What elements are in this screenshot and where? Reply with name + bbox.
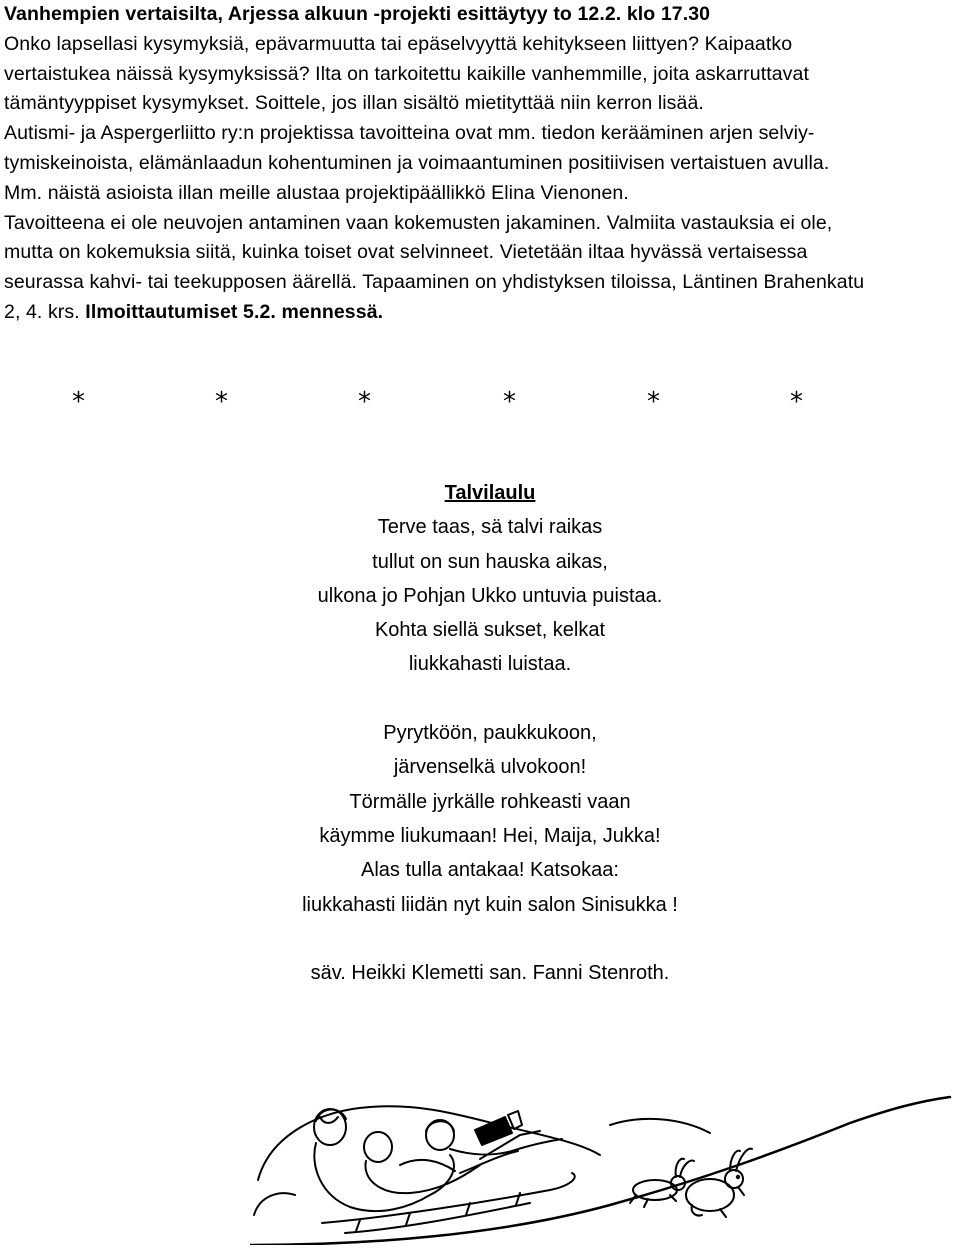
announcement-last-line bbox=[4, 298, 958, 328]
announcement-line: tymiskeinoista, elämänlaadun kohentuminen ja voimaantuminen positiivisen vertaistuen avulla. bbox=[4, 151, 830, 174]
poem-line: Kohta siellä sukset, kelkat bbox=[374, 619, 606, 642]
stanza-gap bbox=[0, 922, 960, 956]
separator-asterisk: * bbox=[790, 387, 803, 417]
snow-drift-outline bbox=[610, 1119, 710, 1133]
stanza-gap bbox=[0, 682, 960, 716]
announcement-line: Tavoitteena ei ole neuvojen antaminen vaan kokemusten jakaminen. Valmiita vastauksia ei ole, bbox=[4, 211, 833, 234]
sledding-children-and-rabbits-illustration bbox=[250, 1095, 955, 1245]
announcement-line: tämäntyyppiset kysymykset. Soittele, jos illan sisältö mietityttää niin kerron lisää. bbox=[4, 92, 704, 115]
sled-strut bbox=[356, 1193, 520, 1231]
separator-asterisk: * bbox=[72, 387, 85, 417]
poem-line: Alas tulla antakaa! Katsokaa: bbox=[361, 859, 619, 882]
child-hair bbox=[426, 1121, 454, 1131]
poem bbox=[0, 476, 960, 990]
snow-drift-outline bbox=[254, 1193, 295, 1215]
poem-credit: säv. Heikki Klemetti san. Fanni Stenroth. bbox=[310, 962, 670, 985]
child-body bbox=[365, 1161, 480, 1193]
poem-line: ulkona jo Pohjan Ukko untuvia puistaa. bbox=[317, 584, 663, 607]
separator-asterisk: * bbox=[215, 387, 228, 417]
poem-line: Terve taas, sä talvi raikas bbox=[377, 516, 603, 539]
poem-line: liukkahasti luistaa. bbox=[408, 653, 572, 676]
announcement-line: mutta on kokemuksia siitä, kuinka toiset ovat selvinneet. Vietetään iltaa hyvässä vertaisessa bbox=[4, 241, 808, 264]
address-text: 2, 4. krs. bbox=[4, 300, 86, 323]
child-boot bbox=[475, 1117, 512, 1145]
separator-asterisk: * bbox=[358, 387, 371, 417]
poem-line: järvenselkä ulvokoon! bbox=[393, 756, 587, 779]
rabbit-figure bbox=[686, 1149, 752, 1217]
child-body bbox=[314, 1143, 454, 1211]
announcement-line: Onko lapsellasi kysymyksiä, epävarmuutta tai epäselvyyttä kehitykseen liittyen? Kaipaatko bbox=[4, 32, 793, 55]
announcement-line: vertaistukea näissä kysymyksissä? Ilta on tarkoitettu kaikille vanhemmille, joita askarruttavat bbox=[4, 62, 809, 85]
section-separator bbox=[0, 382, 960, 422]
poem-line: Törmälle jyrkälle rohkeasti vaan bbox=[349, 790, 631, 813]
hill-slope-line bbox=[250, 1097, 950, 1245]
announcement-line: Mm. näistä asioista illan meille alustaa projektipäällikkö Elina Vienonen. bbox=[4, 181, 629, 204]
separator-asterisk: * bbox=[647, 387, 660, 417]
poem-line: käymme liukumaan! Hei, Maija, Jukka! bbox=[319, 824, 661, 847]
event-announcement bbox=[4, 0, 958, 328]
poem-line: liukkahasti liidän nyt kuin salon Sinisukka ! bbox=[302, 893, 678, 916]
poem-line: Pyrytköön, paukkukoon, bbox=[383, 722, 597, 745]
registration-deadline: Ilmoittautumiset 5.2. mennessä. bbox=[85, 300, 384, 323]
announcement-line: seurassa kahvi- tai teekupposen äärellä. Tapaaminen on yhdistyksen tiloissa, Läntinen Brahenkatu bbox=[4, 271, 865, 294]
child-head bbox=[364, 1132, 392, 1162]
announcement-heading: Vanhempien vertaisilta, Arjessa alkuun -projekti esittäytyy to 12.2. klo 17.30 bbox=[4, 3, 711, 25]
child-body bbox=[450, 1139, 562, 1155]
poem-line: tullut on sun hauska aikas, bbox=[372, 550, 608, 573]
announcement-line: Autismi- ja Aspergerliitto ry:n projektissa tavoitteina ovat mm. tiedon kerääminen arjen selviy- bbox=[4, 122, 815, 145]
rabbit-figure bbox=[630, 1159, 694, 1207]
separator-asterisk: * bbox=[503, 387, 516, 417]
poem-title: Talvilaulu bbox=[444, 482, 536, 504]
